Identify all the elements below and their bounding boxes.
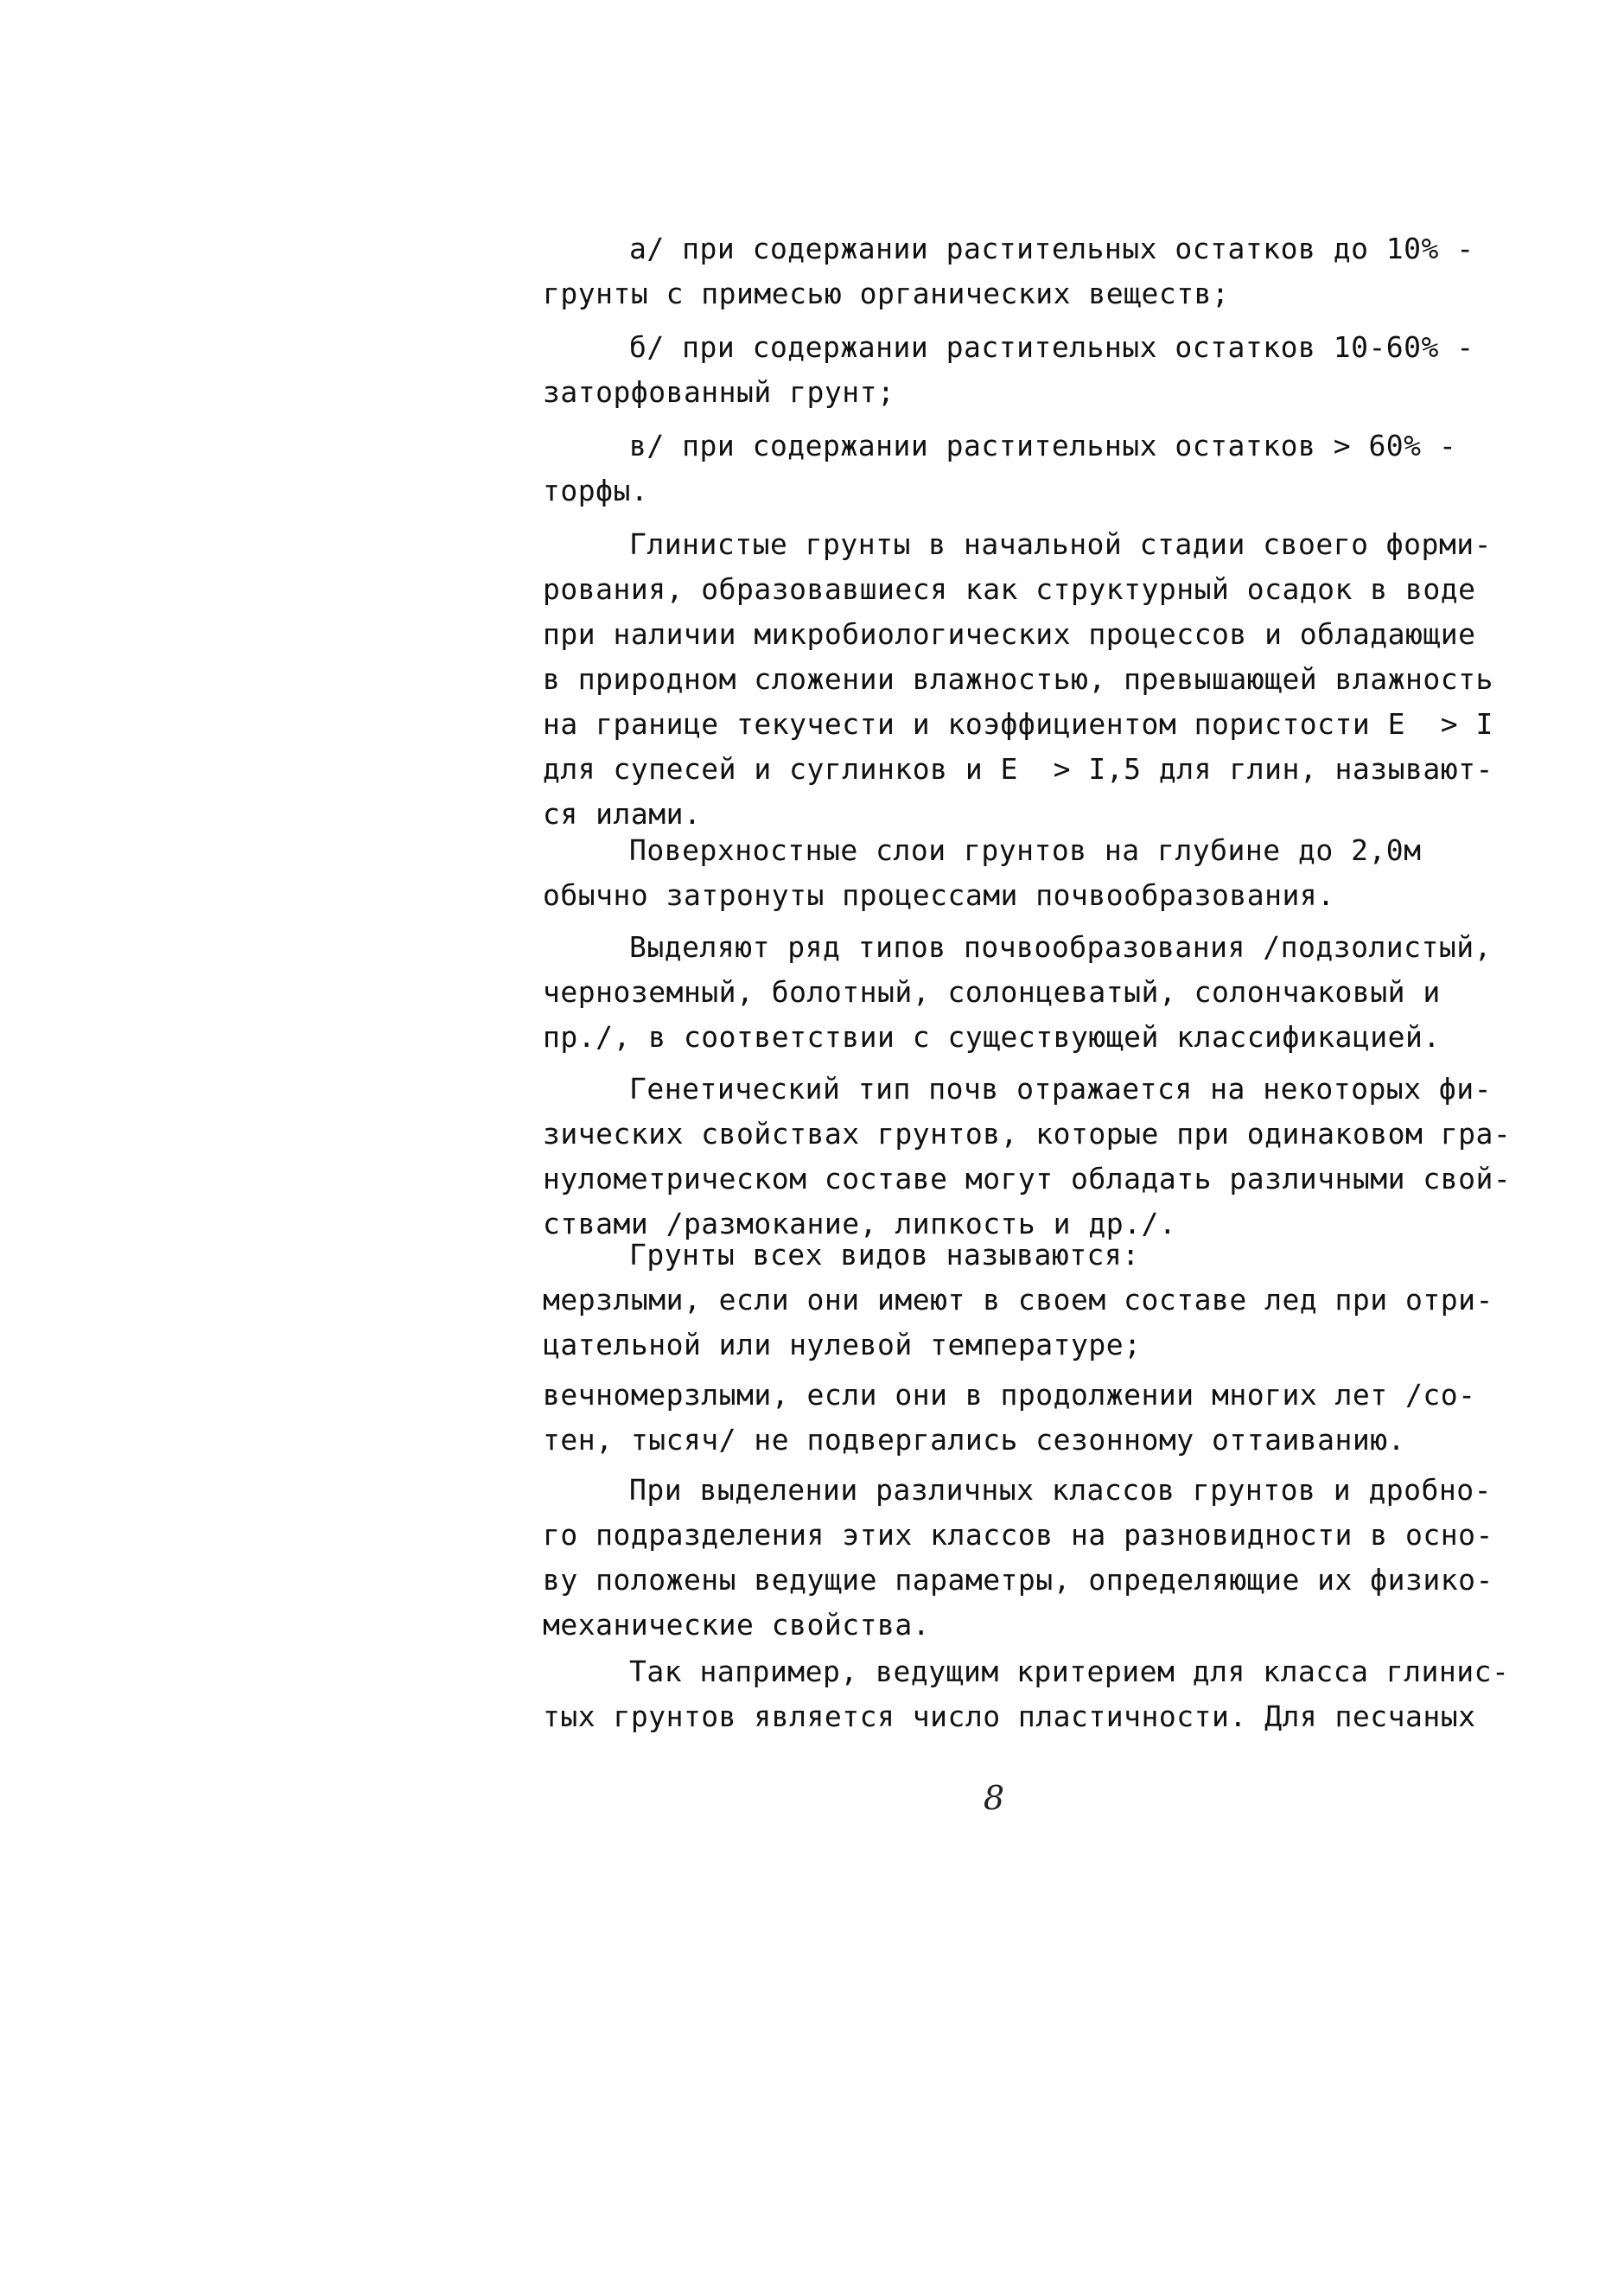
text-line: на границе текучести и коэффициентом пористости Е > I xyxy=(543,707,1493,741)
paragraph-9 xyxy=(543,1278,1493,1368)
text-line: мерзлыми, если они имеют в своем составе лед при отри- xyxy=(543,1283,1493,1317)
text-line: ся илами. xyxy=(543,797,702,831)
text-line: Поверхностные слои грунтов на глубине до 2,0м xyxy=(629,833,1422,867)
paragraph-11 xyxy=(543,1468,1493,1648)
text-line: Выделяют ряд типов почвообразования /подзолистый, xyxy=(629,930,1493,964)
text-line: го подразделения этих классов на разновидности в осно- xyxy=(543,1518,1493,1552)
text-line: в/ при содержании растительных остатков > 60% - xyxy=(629,429,1457,462)
text-line: Грунты всех видов называются: xyxy=(629,1238,1140,1272)
text-line: грунты с примесью органических веществ; xyxy=(543,277,1230,310)
text-line: торфы. xyxy=(543,474,649,507)
paragraph-10 xyxy=(543,1373,1493,1463)
text-line: цательной или нулевой температуре; xyxy=(543,1328,1142,1362)
paragraph-2 xyxy=(543,325,1493,415)
text-line: заторфованный грунт; xyxy=(543,375,895,409)
text-line: в природном сложении влажностью, превышающей влажность xyxy=(543,662,1493,696)
text-line: черноземный, болотный, солонцеватый, солончаковый и xyxy=(543,975,1441,1009)
text-line: тых грунтов является число пластичности. Для песчаных xyxy=(543,1699,1476,1733)
text-line: зических свойствах грунтов, которые при одинаковом гра- xyxy=(543,1117,1512,1151)
paragraph-6 xyxy=(543,925,1493,1060)
text-line: нулометрическом составе могут обладать различными свой- xyxy=(543,1162,1512,1196)
paragraph-7 xyxy=(543,1067,1512,1247)
paragraph-3 xyxy=(543,424,1493,513)
text-line: пр./, в соответствии с существующей классификацией. xyxy=(543,1020,1441,1054)
paragraph-1 xyxy=(543,226,1493,316)
text-line: вечномерзлыми, если они в продолжении многих лет /со- xyxy=(543,1378,1476,1412)
text-line: При выделении различных классов грунтов и дробно- xyxy=(629,1473,1493,1507)
paragraph-8 xyxy=(543,1233,1493,1278)
text-line: рования, образовавшиеся как структурный осадок в воде xyxy=(543,572,1476,606)
paragraph-4 xyxy=(543,522,1493,837)
text-line: Генетический тип почв отражается на некоторых фи- xyxy=(629,1072,1493,1106)
text-line: ствами /размокание, липкость и др./. xyxy=(543,1207,1177,1240)
paragraph-12 xyxy=(543,1649,1510,1739)
page-number: 8 xyxy=(983,1779,1005,1817)
text-line: Так например, ведущим критерием для класса глинис- xyxy=(629,1655,1510,1688)
paragraph-5 xyxy=(543,828,1493,918)
text-line: при наличии микробиологических процессов и обладающие xyxy=(543,617,1476,651)
text-line: а/ при содержании растительных остатков до 10% - xyxy=(629,232,1474,265)
text-line: обычно затронуты процессами почвообразования. xyxy=(543,878,1335,912)
text-line: механические свойства. xyxy=(543,1608,931,1642)
text-line: тен, тысяч/ не подвергались сезонному оттаиванию. xyxy=(543,1423,1406,1457)
text-line: ву положены ведущие параметры, определяющие их физико- xyxy=(543,1563,1493,1597)
text-line: для супесей и суглинков и Е > I,5 для глин, называют- xyxy=(543,752,1493,786)
text-line: б/ при содержании растительных остатков 10-60% - xyxy=(629,330,1474,364)
text-line: Глинистые грунты в начальной стадии своего форми- xyxy=(629,527,1493,561)
